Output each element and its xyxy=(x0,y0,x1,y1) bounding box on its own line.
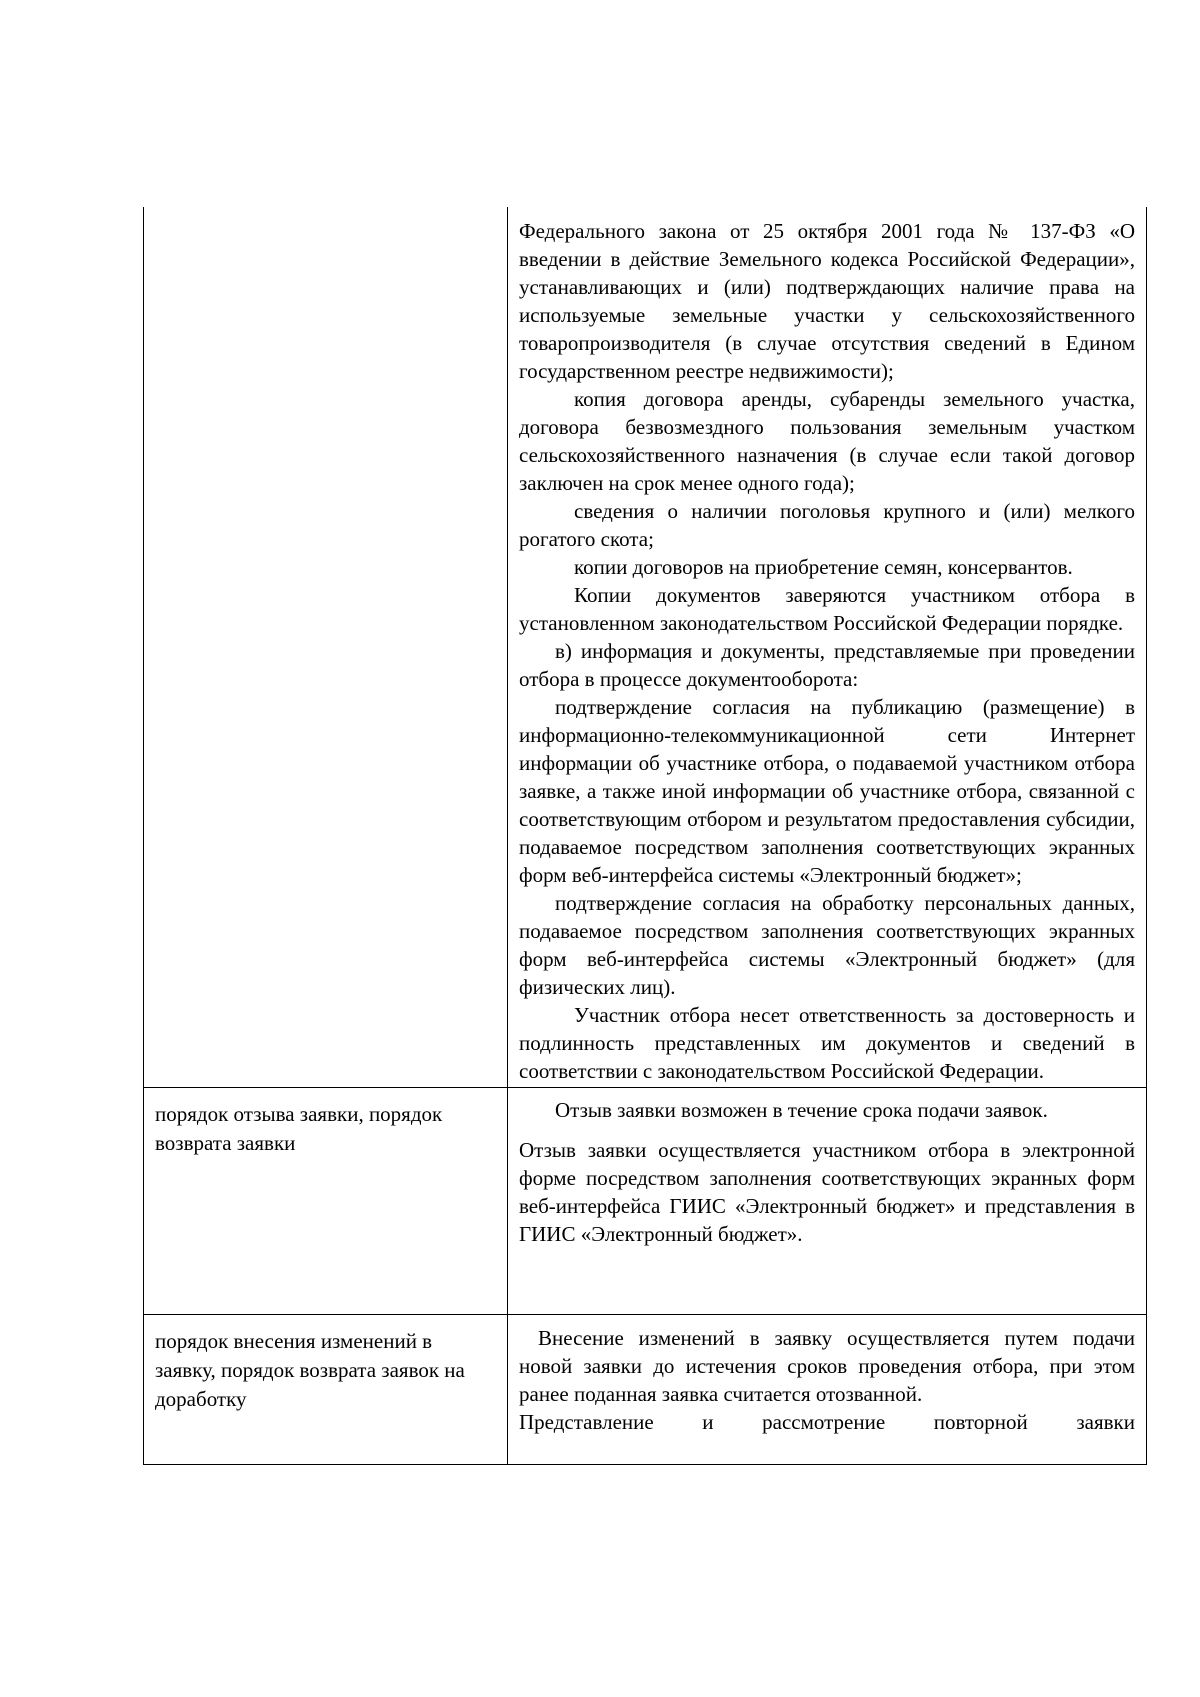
requirements-table xyxy=(143,207,1147,1465)
row-label-cell xyxy=(144,207,508,1088)
row-label: порядок отзыва заявки, порядок возврата заявки xyxy=(155,1102,443,1155)
row-label-cell xyxy=(144,1315,508,1465)
row-label xyxy=(144,207,507,219)
paragraph: сведения о наличии поголовья крупного и (или) мелкого рогатого скота; xyxy=(519,499,1135,551)
table-row xyxy=(144,1088,1147,1315)
paragraph: в) информация и документы, представляемые при проведении отбора в процессе документооборота: xyxy=(519,639,1135,691)
paragraph: подтверждение согласия на обработку персональных данных, подаваемое посредством заполнения соответствующих экранных форм веб-интерфейса системы «Электронный бюджет» (для физических лиц). xyxy=(519,891,1135,999)
table-row xyxy=(144,207,1147,1088)
row-content-cell xyxy=(508,1088,1147,1315)
paragraph: Копии документов заверяются участником отбора в установленном законодательством Российской Федерации порядке. xyxy=(519,583,1135,635)
table-row xyxy=(144,1315,1147,1465)
paragraph: Представление и рассмотрение повторной заявки xyxy=(519,1410,1135,1434)
paragraph: Отзыв заявки осуществляется участником отбора в электронной форме посредством заполнения соответствующих экранных форм веб-интерфейса ГИИС «Электронный бюджет» и представления в ГИИС «Электронный бюджет». xyxy=(519,1138,1135,1246)
row-label-cell xyxy=(144,1088,508,1315)
paragraph: Отзыв заявки возможен в течение срока подачи заявок. xyxy=(555,1098,1048,1122)
paragraph: копия договора аренды, субаренды земельного участка, договора безвозмездного пользования земельным участком сельскохозяйственного назначения (в случае если такой договор заключен на срок менее одного года); xyxy=(519,387,1135,495)
paragraph: Участник отбора несет ответственность за достоверность и подлинность представленных им документов и сведений в соответствии с законодательством Российской Федерации. xyxy=(519,1003,1135,1083)
paragraph: подтверждение согласия на публикацию (размещение) в информационно-телекоммуникационной сети Интернет информации об участнике отбора, о подаваемой участником отбора заявке, а также иной информации об участнике отбора, связанной с соответствующим отбором и результатом предоставления субсидии, подаваемое посредством заполнения соответствующих экранных форм веб-интерфейса системы «Электронный бюджет»; xyxy=(519,695,1135,887)
row-content-cell xyxy=(508,1315,1147,1465)
row-content-cell xyxy=(508,207,1147,1088)
paragraph: Федерального закона от 25 октября 2001 года № 137-ФЗ «О введении в действие Земельного кодекса Российской Федерации», устанавливающих и (или) подтверждающих наличие права на используемые земельные участки у сельскохозяйственного товаропроизводителя (в случае отсутствия сведений в Едином государственном реестре недвижимости); xyxy=(519,219,1135,383)
row-label: порядок внесения изменений в заявку, порядок возврата заявок на доработку xyxy=(155,1329,465,1411)
paragraph: Внесение изменений в заявку осуществляется путем подачи новой заявки до истечения сроков проведения отбора, при этом ранее поданная заявка считается отозванной. xyxy=(519,1326,1135,1406)
paragraph: копии договоров на приобретение семян, консервантов. xyxy=(574,555,1073,579)
